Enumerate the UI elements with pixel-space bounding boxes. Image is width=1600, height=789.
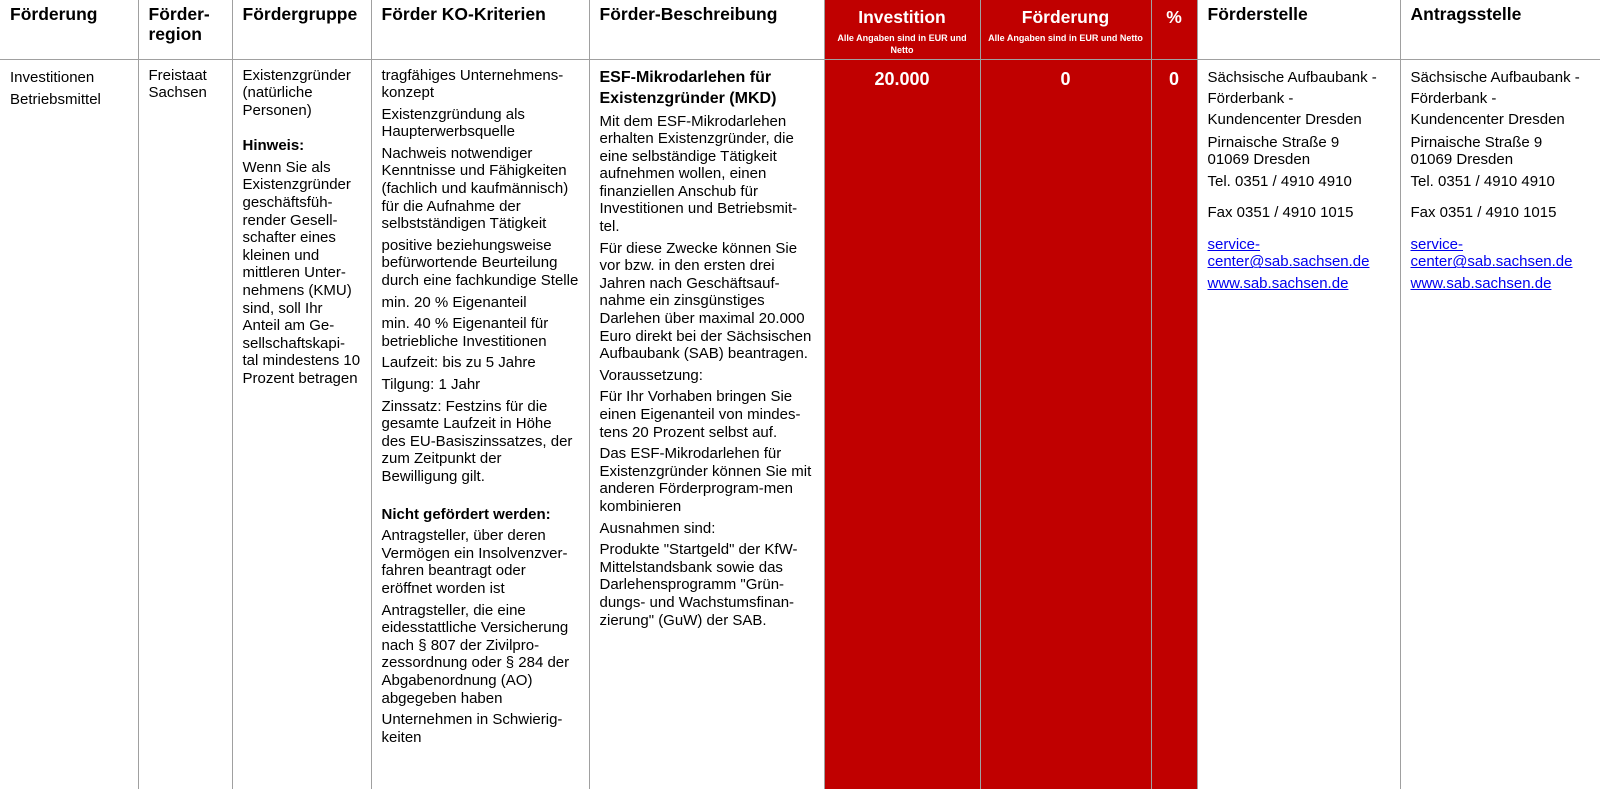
beschreibung-paragraph: Mit dem ESF-Mikrodarlehen erhalten Existenzgründer, die eine selbständige Tätigkeit aufnehmen wollen, einen finanziellen Anschub für Investitionen und Betriebsmit-tel. — [599, 112, 798, 236]
foerderstelle-email — [1208, 236, 1390, 271]
hinweis-text: Wenn Sie als Existenzgründer geschäftsfüh-render Gesell-schafter eines kleinen und mittleren Unter-nehmens (KMU) sind, soll Ihr Anteil am Ge-sellschaftskapi-tal mindestens 10 Prozent betragen — [242, 158, 361, 387]
beschreibung-paragraph: Für Ihr Vorhaben bringen Sie einen Eigenanteil von mindes-tens 20 Prozent selbst auf. — [599, 388, 801, 441]
ko-item: tragfähiges Unternehmens-konzept — [381, 66, 564, 102]
ko-item: Nachweis notwendiger Kenntnisse und Fähigkeiten (fachlich und kaufmännisch) für die Aufnahme der selbstständigen Tätigkeit — [381, 144, 569, 233]
foerderstelle-city: 01069 Dresden — [1207, 151, 1311, 169]
header-investition-label: Investition — [858, 7, 946, 27]
antragsstelle-name: Sächsische Aufbaubank - Förderbank - Kundencenter Dresden — [1410, 68, 1580, 128]
ko-item: Tilgung: 1 Jahr — [381, 376, 481, 393]
table-row — [0, 59, 1600, 789]
cell-foerderung: Investitionen Betriebsmittel — [0, 59, 138, 789]
beschreibung-paragraph: Ausnahmen sind: — [599, 519, 716, 537]
beschreibung-paragraph: Für diese Zwecke können Sie vor bzw. in den ersten drei Jahren nach Geschäftsauf-nahme ein zinsgünstiges Darlehen über maximal 20.000 Euro direkt bei der Sächsischen Aufbaubank (SAB) beantragen. — [599, 239, 812, 363]
header-foerderbetrag-label: Förderung — [1021, 7, 1110, 27]
header-gruppe: Fördergruppe — [232, 0, 371, 59]
cell-gruppe — [232, 59, 371, 789]
cell-antragsstelle — [1400, 59, 1600, 789]
cell-foerderbetrag: 0 — [980, 59, 1151, 789]
website-link[interactable]: www.sab.sachsen.de — [1207, 275, 1349, 293]
header-foerderbetrag-note: Alle Angaben sind in EUR und Netto — [988, 33, 1143, 43]
header-prozent: % — [1151, 0, 1197, 59]
header-region: Förder-region — [138, 0, 232, 59]
cell-investition: 20.000 — [824, 59, 980, 789]
antragsstelle-fax: Fax 0351 / 4910 1015 — [1410, 204, 1557, 222]
email-link[interactable]: service-center@sab.sachsen.de — [1410, 235, 1573, 271]
nicht-gefoerdert-item: Antragsteller, über deren Vermögen ein Insolvenzver-fahren beantragt oder eröffnet worden ist — [381, 527, 568, 597]
antragsstelle-web — [1411, 275, 1591, 293]
header-antragsstelle: Antragsstelle — [1400, 0, 1600, 59]
beschreibung-paragraph: Das ESF-Mikrodarlehen für Existenzgründer können Sie mit anderen Förderprogram-men kombinieren — [599, 445, 812, 515]
nicht-gefoerdert-label: Nicht gefördert werden: — [381, 505, 551, 523]
antragsstelle-tel: Tel. 0351 / 4910 4910 — [1410, 172, 1555, 190]
header-foerderstelle: Förderstelle — [1197, 0, 1400, 59]
foerderstelle-name: Sächsische Aufbaubank - Förderbank - Kundencenter Dresden — [1207, 68, 1377, 128]
ko-item: Zinssatz: Festzins für die gesamte Laufzeit in Höhe des EU-Basiszinssatzes, der zum Zeitpunkt der Bewilligung gilt. — [381, 397, 573, 485]
header-investition-note: Alle Angaben sind in EUR und Netto — [837, 33, 967, 55]
cell-foerderstelle — [1197, 59, 1400, 789]
ko-item: min. 40 % Eigenanteil für betriebliche Investitionen — [381, 315, 549, 350]
header-foerderung: Förderung — [0, 0, 138, 59]
header-foerderbetrag — [980, 0, 1151, 59]
hinweis-label: Hinweis: — [242, 137, 305, 155]
cell-beschreibung — [589, 59, 824, 789]
gruppe-text: Existenzgründer (natürliche Personen) — [242, 66, 351, 119]
antragsstelle-email — [1411, 236, 1591, 271]
ko-item: positive beziehungsweise befürwortende Beurteilung durch eine fachkundige Stelle — [381, 236, 579, 290]
table-header-row — [0, 0, 1600, 59]
ko-item: Laufzeit: bis zu 5 Jahre — [381, 354, 536, 372]
ko-item: Existenzgründung als Haupterwerbsquelle — [381, 105, 525, 141]
foerderstelle-street: Pirnaische Straße 9 — [1207, 133, 1340, 151]
cell-region: Freistaat Sachsen — [138, 59, 232, 789]
header-investition — [824, 0, 980, 59]
nicht-gefoerdert-item: Antragsteller, die eine eidesstattliche Versicherung nach § 807 der Zivilpro-zessordnung oder § 284 der Abgabenordnung (AO) abgegeben haben — [381, 601, 570, 707]
foerderstelle-fax: Fax 0351 / 4910 1015 — [1207, 204, 1354, 222]
beschreibung-paragraph: Produkte "Startgeld" der KfW-Mittelstandsbank sowie das Darlehensprogramm "Grün-dungs- und Wachstumsfinan-zierung" (GuW) der SAB. — [599, 541, 798, 629]
header-ko-kriterien: Förder KO-Kriterien — [371, 0, 589, 59]
foerderstelle-tel: Tel. 0351 / 4910 4910 — [1207, 172, 1352, 190]
foerderstelle-web — [1208, 275, 1390, 293]
antragsstelle-street: Pirnaische Straße 9 — [1410, 133, 1543, 151]
ko-item: min. 20 % Eigenanteil — [381, 293, 527, 311]
nicht-gefoerdert-item: Unternehmen in Schwierig-keiten — [381, 711, 563, 746]
email-link[interactable]: service-center@sab.sachsen.de — [1207, 235, 1370, 271]
antragsstelle-city: 01069 Dresden — [1410, 151, 1514, 169]
programm-title: ESF-Mikrodarlehen für Existenzgründer (MKD) — [599, 68, 777, 107]
cell-ko-kriterien — [371, 59, 589, 789]
cell-prozent: 0 — [1151, 59, 1197, 789]
header-beschreibung: Förder-Beschreibung — [589, 0, 824, 59]
website-link[interactable]: www.sab.sachsen.de — [1410, 275, 1552, 293]
beschreibung-paragraph: Voraussetzung: — [599, 366, 703, 384]
